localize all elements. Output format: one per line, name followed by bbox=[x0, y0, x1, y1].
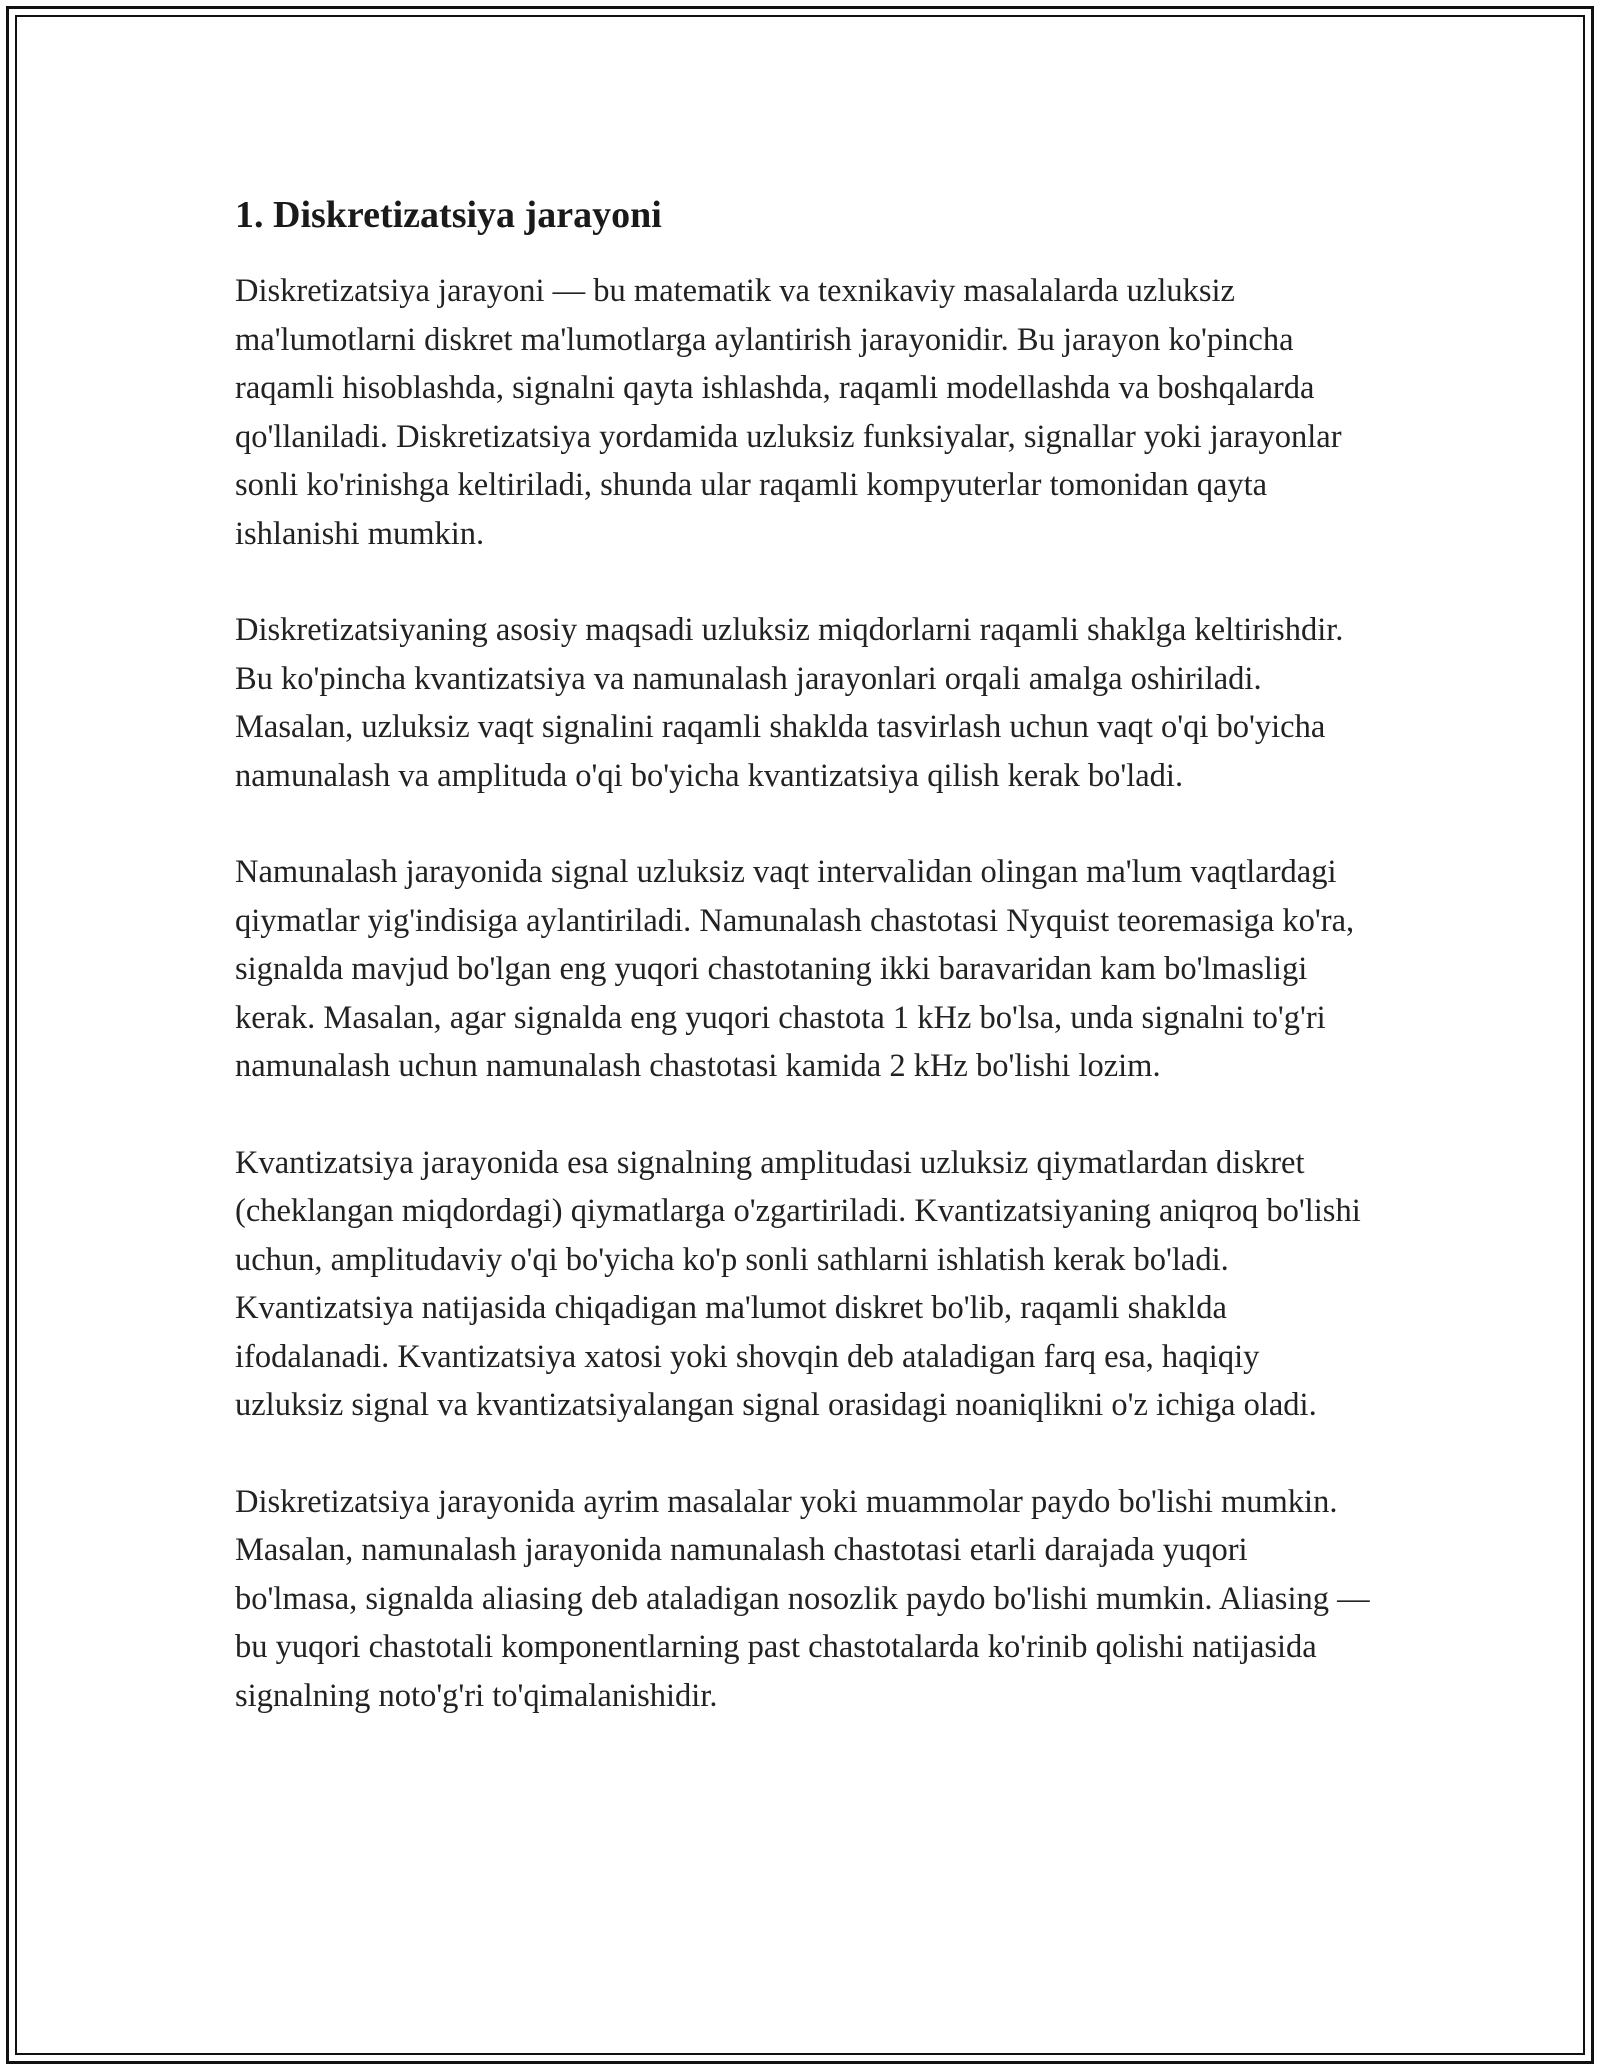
paragraph-sampling: Namunalash jarayonida signal uzluksiz vaqt intervalidan olingan ma'lum vaqtlardagi qiymatlar yig'indisiga aylantiriladi. Namunalash chastotasi Nyquist teoremasiga ko'ra, signalda mavjud bo'lgan eng yuqori chastotaning ikki baravaridan kam bo'lmasligi kerak. Masalan, agar signalda eng yuqori chastota 1 kHz bo'lsa, unda signalni to'g'ri namunalash uchun namunalash chastotasi kamida 2 kHz bo'lishi lozim. bbox=[235, 854, 1355, 1084]
paragraph-intro: Diskretizatsiya jarayoni — bu matematik va texnikaviy masalalarda uzluksiz ma'lumotlarni diskret ma'lumotlarga aylantirish jarayonidir. Bu jarayon ko'pincha raqamli hisoblashda, signalni qayta ishlashda, raqamli modellashda va boshqalarda qo'llaniladi. Diskretizatsiya yordamida uzluksiz funksiyalar, signallar yoki jarayonlar sonli ko'rinishga keltiriladi, shunda ular raqamli kompyuterlar tomonidan qayta ishlanishi mumkin. bbox=[235, 273, 1342, 552]
document-body bbox=[235, 185, 1375, 1768]
paragraph-purpose: Diskretizatsiyaning asosiy maqsadi uzluksiz miqdorlarni raqamli shaklga keltirishdir. Bu ko'pincha kvantizatsiya va namunalash jarayonlari orqali amalga oshiriladi. Masalan, uzluksiz vaqt signalini raqamli shaklda tasvirlash uchun vaqt o'qi bo'yicha namunalash va amplituda o'qi bo'yicha kvantizatsiya qilish kerak bo'ladi. bbox=[235, 612, 1344, 794]
section-heading: 1. Diskretizatsiya jarayoni bbox=[235, 194, 662, 236]
paragraph-quantization: Kvantizatsiya jarayonida esa signalning amplitudasi uzluksiz qiymatlardan diskret (cheklangan miqdordagi) qiymatlarga o'zgartiriladi. Kvantizatsiyaning aniqroq bo'lishi uchun, amplitudaviy o'qi bo'yicha ko'p sonli sathlarni ishlatish kerak bo'ladi. Kvantizatsiya natijasida chiqadigan ma'lumot diskret bo'lib, raqamli shaklda ifodalanadi. Kvantizatsiya xatosi yoki shovqin deb ataladigan farq esa, haqiqiy uzluksiz signal va kvantizatsiyalangan signal orasidagi noaniqlikni o'z ichiga oladi. bbox=[235, 1144, 1361, 1423]
paragraph-aliasing: Diskretizatsiya jarayonida ayrim masalalar yoki muammolar paydo bo'lishi mumkin. Masalan, namunalash jarayonida namunalash chastotasi etarli darajada yuqori bo'lmasa, signalda aliasing deb ataladigan nosozlik paydo bo'lishi mumkin. Aliasing — bu yuqori chastotali komponentlarning past chastotalarda ko'rinib qolishi natijasida signalning noto'g'ri to'qimalanishidir. bbox=[235, 1483, 1370, 1714]
